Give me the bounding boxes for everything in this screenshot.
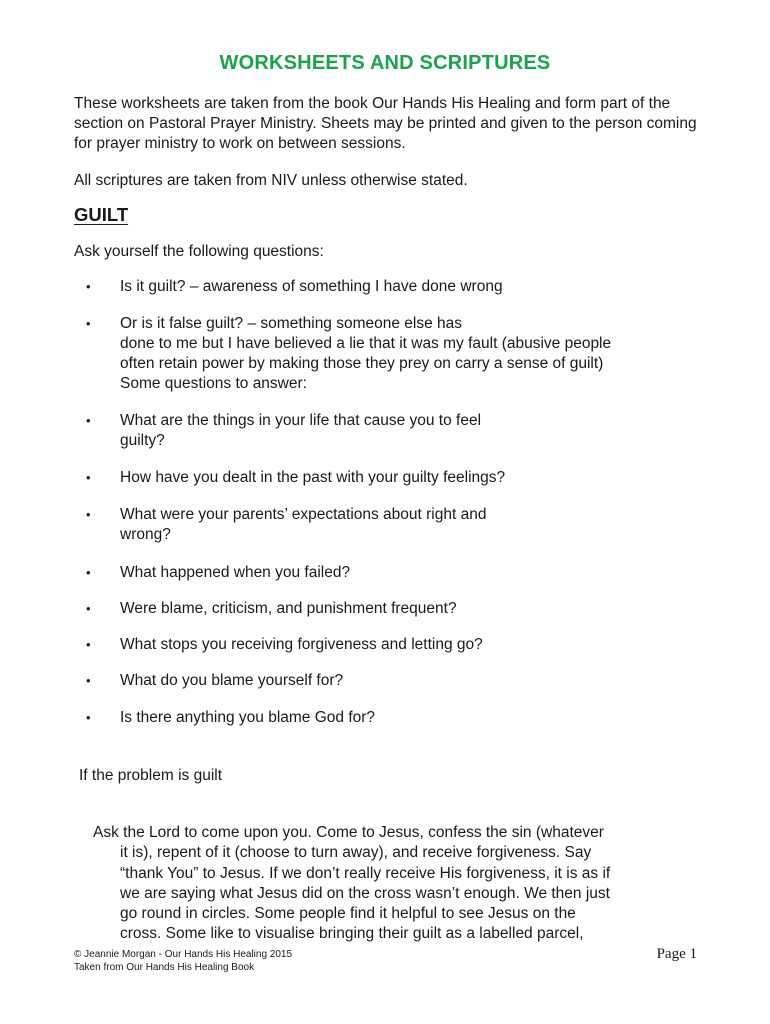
bullet-icon: •: [86, 710, 91, 725]
bullet-icon: •: [86, 673, 91, 688]
footer-credit: [74, 948, 292, 974]
question-line: done to me but I have believed a lie that it was my fault (abusive people: [120, 335, 612, 352]
question-text: [120, 277, 700, 297]
guidance-line: cross. Some like to visualise bringing their guilt as a labelled parcel,: [120, 925, 584, 943]
guidance-line: “thank You” to Jesus. If we don’t really receive His forgiveness, it is as if: [120, 864, 611, 882]
intro-paragraph: These worksheets are taken from the book Our Hands His Healing and form part of the section on Pastoral Prayer Ministry. Sheets may be printed and given to the person coming for prayer ministry to work on between sessions.: [74, 95, 697, 152]
question-line: Is it guilt? – awareness of something I have done wrong: [120, 278, 503, 295]
question-line: often retain power by making those they prey on carry a sense of guilt): [120, 355, 604, 372]
bullet-icon: •: [86, 507, 91, 522]
page-title: WORKSHEETS AND SCRIPTURES: [219, 52, 551, 74]
bullet-icon: •: [86, 565, 91, 580]
question-text: [120, 708, 700, 728]
footer-source: Taken from Our Hands His Healing Book: [74, 962, 255, 973]
bullet-icon: •: [86, 601, 91, 616]
problem-heading: If the problem is guilt: [79, 767, 223, 784]
question-line: guilty?: [120, 432, 165, 449]
bullet-icon: •: [86, 470, 91, 485]
guidance-line: go round in circles. Some people find it helpful to see Jesus on the: [120, 905, 576, 923]
question-line: What were your parents’ expectations about right and: [120, 506, 487, 523]
question-line: Were blame, criticism, and punishment frequent?: [120, 600, 457, 617]
question-line: Some questions to answer:: [120, 375, 307, 392]
section-heading-guilt: GUILT: [74, 204, 129, 225]
niv-note: All scriptures are taken from NIV unless otherwise stated.: [74, 172, 468, 189]
guidance-line: it is), repent of it (choose to turn away), and receive forgiveness. Say: [120, 844, 592, 862]
bullet-icon: •: [86, 279, 91, 294]
question-line: How have you dealt in the past with your guilty feelings?: [120, 469, 506, 486]
guidance-line: we are saying what Jesus did on the cross wasn’t enough. We then just: [120, 884, 610, 902]
question-line: What happened when you failed?: [120, 564, 351, 581]
guidance-line: Ask the Lord to come upon you. Come to Jesus, confess the sin (whatever: [93, 824, 604, 841]
question-text: [120, 505, 700, 545]
question-line: Is there anything you blame God for?: [120, 709, 376, 726]
question-line: Or is it false guilt? – something someone else has: [120, 315, 463, 332]
footer-copyright: © Jeannie Morgan - Our Hands His Healing 2015: [74, 949, 293, 960]
question-text: [120, 599, 700, 619]
page-number: Page 1: [656, 946, 697, 962]
question-text: [120, 411, 700, 451]
ask-prompt: Ask yourself the following questions:: [74, 243, 324, 260]
question-text: [120, 468, 700, 488]
guidance-paragraph: [93, 823, 700, 945]
question-line: What stops you receiving forgiveness and letting go?: [120, 636, 483, 653]
bullet-icon: •: [86, 316, 91, 331]
bullet-icon: •: [86, 637, 91, 652]
question-text: [120, 314, 700, 394]
question-text: [120, 563, 700, 583]
question-line: What are the things in your life that cause you to feel: [120, 412, 482, 429]
question-text: [120, 671, 700, 691]
bullet-icon: •: [86, 413, 91, 428]
question-line: What do you blame yourself for?: [120, 672, 344, 689]
question-line: wrong?: [120, 526, 171, 543]
question-text: [120, 635, 700, 655]
